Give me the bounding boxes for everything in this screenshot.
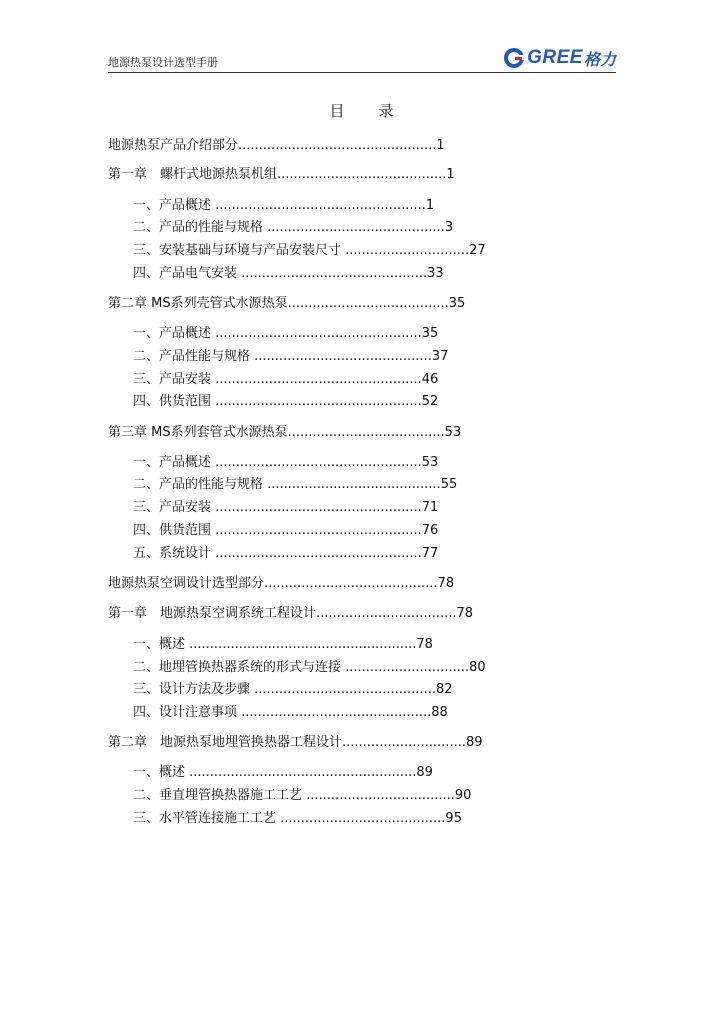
toc-section-entry[interactable]: 一、概述 .......................................................78 — [133, 637, 433, 652]
toc-chapter-entry[interactable]: 第一章 地源热泵空调系统工程设计..................................78 — [108, 606, 474, 621]
toc-section-entry[interactable]: 三、产品安装 ..................................................46 — [133, 372, 439, 387]
logo-wordmark: GREE — [527, 47, 583, 68]
toc-chapter-entry[interactable]: 第二章 MS系列壳管式水源热泵.......................................35 — [108, 296, 466, 311]
toc-section-entry[interactable]: 三、安装基础与环境与产品安装尺寸 ..............................27 — [133, 243, 486, 258]
toc-section-entry[interactable]: 三、水平管连接施工工艺 ........................................95 — [133, 811, 462, 826]
toc-section-entry[interactable]: 一、产品概述 ..................................................53 — [133, 455, 439, 470]
header-title: 地源热泵设计选型手册 — [108, 56, 218, 69]
toc-section-entry[interactable]: 一、概述 .......................................................89 — [133, 765, 433, 780]
toc-section-entry[interactable]: 三、产品安装 ..................................................71 — [133, 500, 439, 515]
toc-section-entry[interactable]: 一、产品概述 ..................................................35 — [133, 326, 439, 341]
toc-part-entry[interactable]: 地源热泵产品介绍部分................................................1 — [108, 138, 445, 153]
toc-section-entry[interactable]: 四、产品电气安装 .............................................33 — [133, 266, 444, 281]
toc-section-entry[interactable]: 二、产品的性能与规格 ...........................................3 — [133, 220, 454, 235]
toc-section-entry[interactable]: 四、设计注意事项 ..............................................88 — [133, 705, 448, 720]
toc-section-entry[interactable]: 四、供货范围 ..................................................52 — [133, 394, 439, 409]
toc-chapter-entry[interactable]: 第一章 螺杆式地源热泵机组.........................................1 — [108, 167, 455, 182]
toc-section-entry[interactable]: 一、产品概述 ...................................................1 — [133, 198, 435, 213]
toc-chapter-entry[interactable]: 第二章 地源热泵地埋管换热器工程设计..............................89 — [108, 735, 483, 750]
toc-section-entry[interactable]: 五、系统设计 ..................................................77 — [133, 546, 439, 561]
toc-section-entry[interactable]: 二、产品的性能与规格 ..........................................55 — [133, 477, 458, 492]
toc-section-entry[interactable]: 二、地埋管换热器系统的形式与连接 ..............................80 — [133, 660, 486, 675]
toc-heading-char: 目 — [329, 102, 345, 120]
toc-section-entry[interactable]: 二、垂直埋管换热器施工工艺 ....................................90 — [133, 788, 472, 803]
toc-section-entry[interactable]: 四、供货范围 ..................................................76 — [133, 523, 439, 538]
toc-section-entry[interactable]: 三、设计方法及步骤 ............................................82 — [133, 682, 453, 697]
toc-section-entry[interactable]: 二、产品性能与规格 ...........................................37 — [133, 349, 449, 364]
toc-chapter-entry[interactable]: 第三章 MS系列套管式水源热泵......................................53 — [108, 425, 462, 440]
logo-chinese: 格力 — [583, 49, 616, 69]
toc-heading-char: 录 — [378, 102, 394, 120]
toc-part-entry[interactable]: 地源热泵空调设计选型部分..........................................78 — [108, 576, 455, 591]
